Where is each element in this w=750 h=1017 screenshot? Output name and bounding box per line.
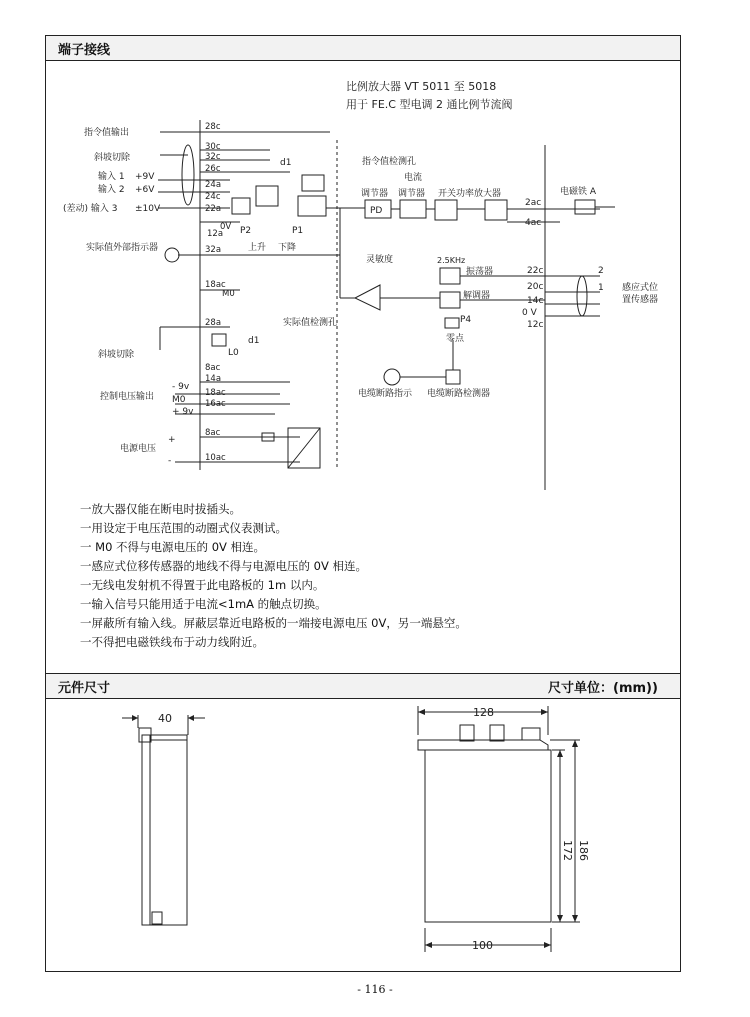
dim-186: 186 [577,840,590,861]
label-current-reg: 调节器 [398,189,426,199]
terminal-17: 8ac [205,428,221,438]
terminal-5: 24c [205,192,221,202]
label-p4: P4 [460,315,472,325]
dim-172: 172 [561,840,574,861]
sensor-pin-2: 2 [598,266,604,276]
label-input-3: (差动) 输入 3 [63,204,118,214]
note-item: 一屏蔽所有输入线。屏蔽层靠近电路板的一端接电源电压 0V，另一端悬空。 [80,616,467,630]
terminal-12c: 12c [527,320,544,330]
terminal-13: 8ac [205,363,221,373]
label-ramp-cut-1: 斜坡切除 [94,153,131,163]
note-item: 一感应式位移传感器的地线不得与电源电压的 0V 相连。 [80,559,367,573]
terminal-8: 12a [207,229,224,239]
label-down: 下降 [278,243,297,253]
dim-128: 128 [473,706,494,719]
terminal-18: 10ac [205,453,226,463]
label-magnet: 电磁铁 A [560,187,597,197]
dimension-drawing [0,690,750,970]
terminal-15: 18ac [205,388,226,398]
terminal-11: M0 [222,289,235,299]
note-item: 一放大器仅能在断电时拔插头。 [80,502,241,516]
note-item: 一不得把电磁铁线布于动力线附近。 [80,635,264,649]
label-cmd-output: 指令值输出 [84,128,130,138]
label-coil-break: 电缆断路指示 [358,389,413,399]
dim-100: 100 [472,939,493,952]
label-input-1: 输入 1 [98,172,125,182]
label-cmd-check: 指令值检测孔 [362,157,417,167]
label-up: 上升 [248,243,267,253]
terminal-3: 26c [205,164,221,174]
terminal-22c: 22c [527,266,544,276]
section-title-wiring: 端子接线 [58,43,111,58]
label-coil-detector: 电缆断路检测器 [427,389,491,399]
label-sensor-2: 置传感器 [622,295,659,305]
note-item: 一用设定于电压范围的动圈式仪表测试。 [80,521,287,535]
label-oscillator: 振荡器 [466,267,494,277]
label-input-2-v: +6V [135,185,155,195]
sensor-pin-1: 1 [598,283,604,293]
label-m0: M0 [172,395,186,405]
terminal-14: 14a [205,374,222,384]
note-item: 一无线电发射机不得置于此电路板的 1m 以内。 [80,578,325,592]
diagram-heading-2: 用于 FE.C 型电调 2 通比例节流阀 [346,98,513,111]
terminal-4: 24a [205,180,222,190]
terminal-2: 32c [205,152,221,162]
label-power-amp: 开关功率放大器 [438,189,502,199]
terminal-9: 32a [205,245,222,255]
dim-40: 40 [158,712,172,725]
terminal-14c: 14c [527,296,544,306]
label-power: 电源电压 [120,444,157,454]
diagram-heading-1: 比例放大器 VT 5011 至 5018 [346,80,497,93]
notes-list [80,500,467,652]
label-ctrl-out: 控制电压输出 [100,392,155,402]
label-pd: PD [370,206,383,216]
terminal-16: 16ac [205,399,226,409]
terminal-1: 30c [205,142,221,152]
label-zero: 零点 [446,334,465,344]
section-title-dimensions: 元件尺寸 [58,681,111,696]
label-input-1-v: +9V [135,172,155,182]
label-p2: P2 [240,226,252,236]
terminal-0v: 0 V [522,308,537,318]
label-sensor-1: 感应式位 [622,283,659,293]
label-input-2: 输入 2 [98,185,125,195]
label-d1b: d1 [248,336,260,346]
label-input-3-v: ±10V [135,204,161,214]
label-l0: L0 [228,348,239,358]
label-actual-check: 实际值检测孔 [283,318,338,328]
label-regulator: 调节器 [361,189,389,199]
label-current: 电流 [404,173,423,183]
terminal-20c: 20c [527,282,544,292]
terminal-2ac: 2ac [525,198,542,208]
page-number: - 116 - [357,983,393,996]
label-d1: d1 [280,158,292,168]
terminal-6: 22a [205,204,222,214]
terminal-0: 28c [205,122,221,132]
terminal-12: 28a [205,318,222,328]
label-minus-power: + [168,435,176,445]
label-p1: P1 [292,226,304,236]
terminal-7: 0V [220,222,232,232]
label-plus-power: - [168,456,172,466]
label-actual-ext: 实际值外部指示器 [86,243,159,253]
note-item: 一输入信号只能用适于电流<1mA 的触点切换。 [80,597,327,611]
wiring-diagram [0,0,750,500]
label-ramp-cut-2: 斜坡切除 [98,350,135,360]
label-sensitivity: 灵敏度 [366,255,394,265]
label-demod: 解调器 [463,291,491,301]
label-p9v: + 9v [172,407,194,417]
label-freq: 2.5KHz [437,256,466,265]
label-m9v: - 9v [172,382,190,392]
terminal-4ac: 4ac [525,218,542,228]
note-item: 一 M0 不得与电源电压的 0V 相连。 [80,540,266,554]
unit-label: 尺寸单位：(mm)) [548,681,658,696]
terminal-10: 18ac [205,280,226,290]
